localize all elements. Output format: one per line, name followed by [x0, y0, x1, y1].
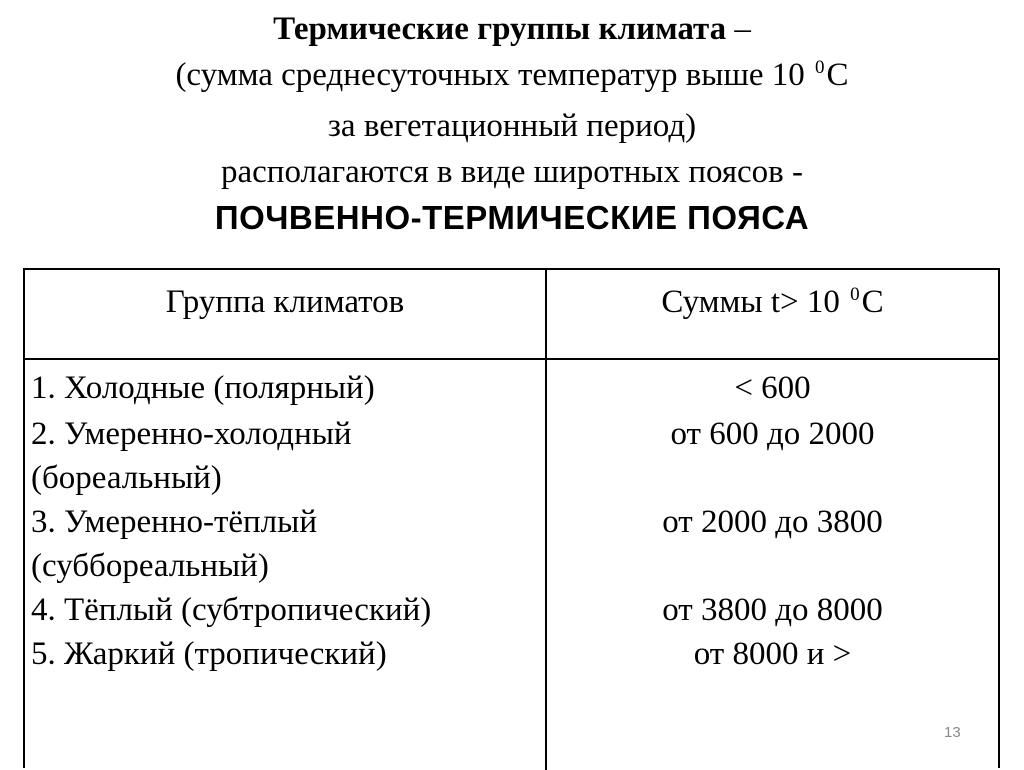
- group-row-3: 3. Умеренно-тёплый: [31, 504, 317, 540]
- degree-superscript: 0: [815, 57, 825, 78]
- slide-heading: [0, 6, 1024, 241]
- group-row-4: 4. Тёплый (субтропический): [31, 592, 432, 628]
- header-temperature-sum-unit: С: [861, 284, 884, 320]
- heading-line-2-unit: С: [826, 57, 849, 93]
- heading-title: Термические группы климата: [273, 11, 727, 47]
- group-row-2: 2. Умеренно-холодный: [31, 416, 352, 452]
- sum-row-3: от 2000 до 3800: [662, 504, 883, 540]
- sum-row-1: < 600: [734, 370, 811, 406]
- header-degree-superscript: 0: [850, 284, 860, 305]
- heading-line-3: за вегетационный период): [327, 108, 697, 144]
- header-temperature-sum-text: Суммы t> 10: [661, 284, 840, 320]
- heading-dash: –: [726, 11, 751, 47]
- sum-row-5: от 8000 и >: [693, 636, 852, 672]
- page-number: 13: [944, 724, 961, 741]
- group-row-2-continuation: (бореальный): [31, 460, 222, 496]
- header-climate-group: Группа климатов: [165, 284, 405, 320]
- heading-line-2-text: (сумма среднесуточных температур выше 10: [175, 57, 805, 93]
- climate-table: [23, 268, 1000, 768]
- heading-line-1: [0, 6, 1024, 52]
- sum-row-4: от 3800 до 8000: [662, 592, 883, 628]
- group-row-3-continuation: (суббореальный): [31, 548, 269, 584]
- group-row-1: 1. Холодные (полярный): [31, 370, 375, 406]
- header-divider: [25, 358, 998, 360]
- heading-line-2: [0, 52, 1024, 103]
- sum-row-2: от 600 до 2000: [670, 416, 875, 452]
- heading-line-4: располагаются в виде широтных поясов -: [220, 154, 803, 190]
- group-row-5: 5. Жаркий (тропический): [31, 636, 387, 672]
- header-temperature-sum: [547, 282, 998, 327]
- heading-line-5: ПОЧВЕННО-ТЕРМИЧЕСКИЕ ПОЯСА: [214, 199, 810, 236]
